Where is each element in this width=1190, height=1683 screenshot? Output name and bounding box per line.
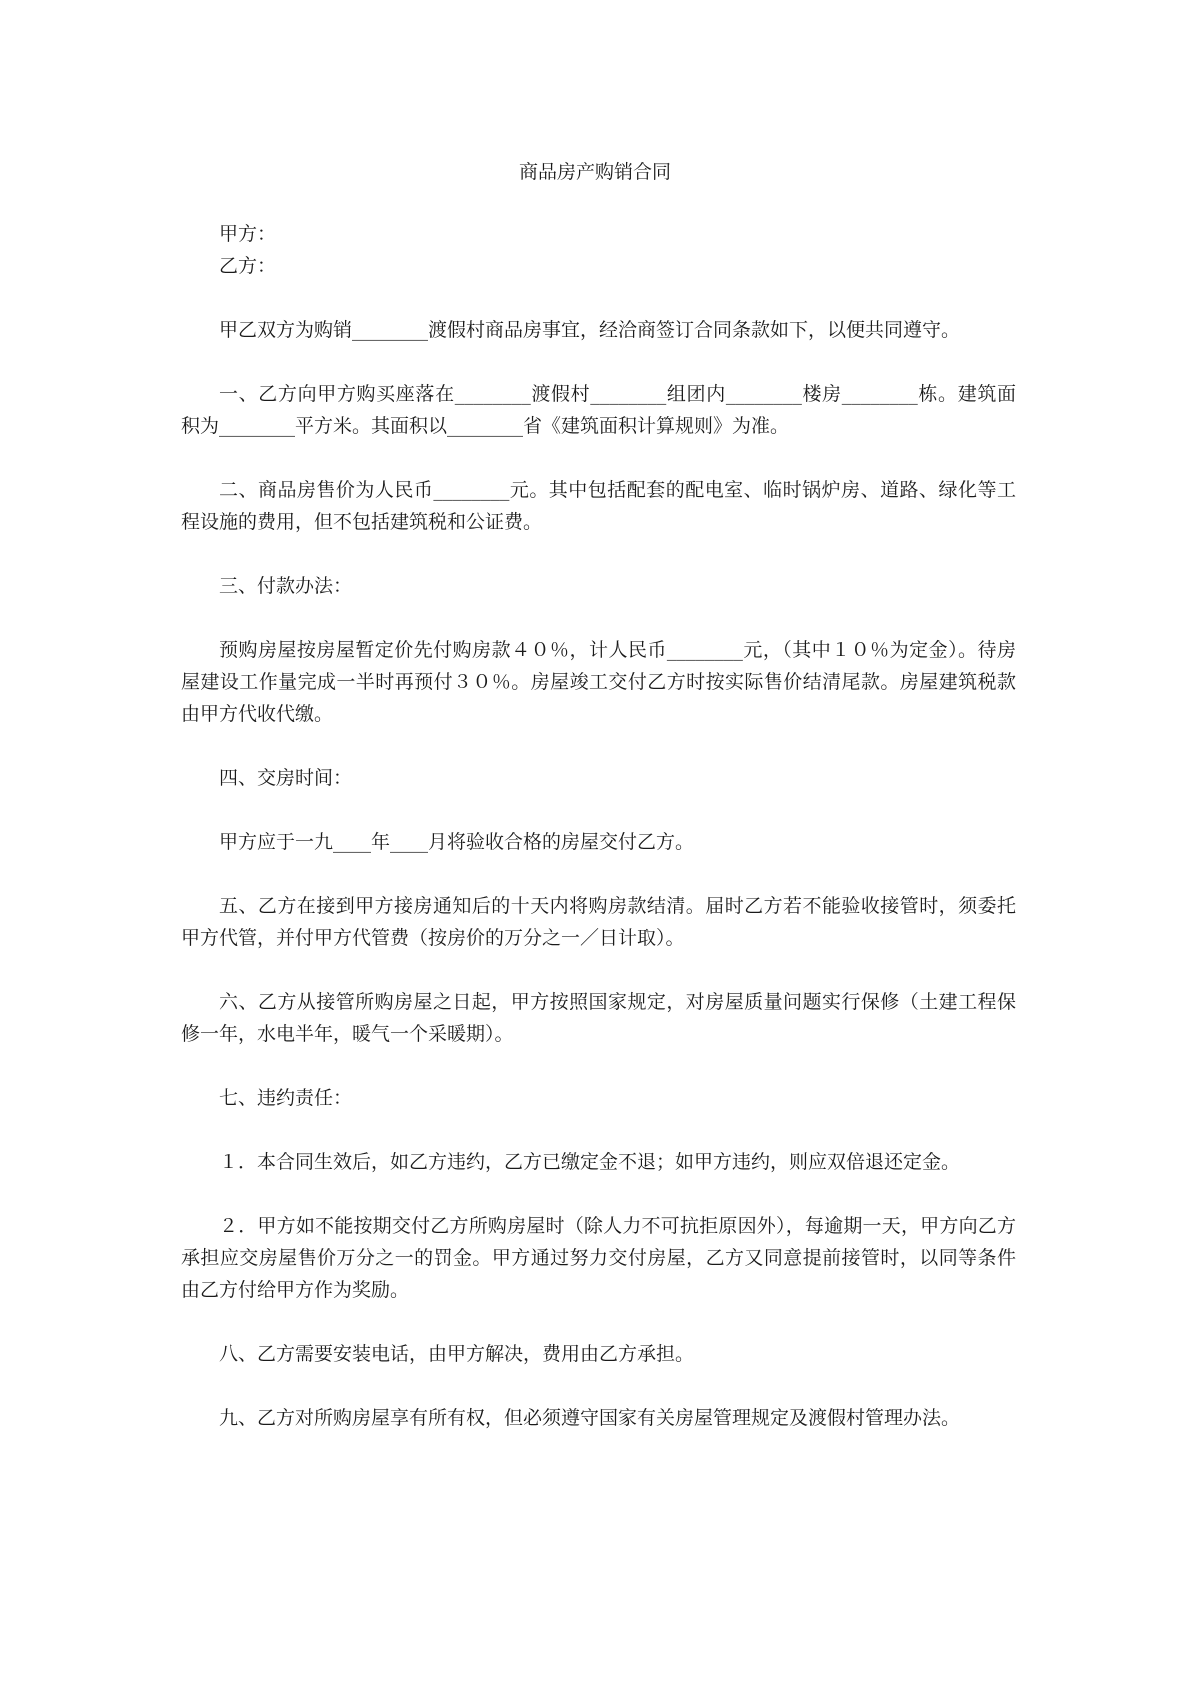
document-body	[181, 218, 1016, 1434]
paragraph-clause-9: 九、乙方对所购房屋享有所有权，但必须遵守国家有关房屋管理规定及渡假村管理办法。	[219, 1407, 961, 1429]
paragraph-preamble: 甲乙双方为购销________渡假村商品房事宜，经洽商签订合同条款如下，以便共同遵守。	[219, 319, 961, 341]
paragraph-payment-terms: 预购房屋按房屋暂定价先付购房款４０％，计人民币________元，（其中１０％为定金）。待房屋建设工作量完成一半时再预付３０％。房屋竣工交付乙方时按实际售价结清尾款。房屋建筑税款由甲方代收代缴。	[181, 639, 1016, 725]
paragraph-clause-2: 二、商品房售价为人民币________元。其中包括配套的配电室、临时锅炉房、道路、绿化等工程设施的费用，但不包括建筑税和公证费。	[181, 479, 1016, 533]
party-a-label: 甲方：	[219, 223, 277, 245]
document-title: 商品房产购销合同	[518, 161, 671, 183]
paragraph-breach-2: ２．甲方如不能按期交付乙方所购房屋时（除人力不可抗拒原因外），每逾期一天，甲方向乙方承担应交房屋售价万分之一的罚金。甲方通过努力交付房屋，乙方又同意提前接管时，以同等条件由乙方付给甲方作为奖励。	[181, 1215, 1016, 1301]
paragraph-clause-6: 六、乙方从接管所购房屋之日起，甲方按照国家规定，对房屋质量问题实行保修（土建工程保修一年，水电半年，暖气一个采暖期）。	[181, 991, 1016, 1045]
paragraph-clause-1: 一、乙方向甲方购买座落在________渡假村________组团内________楼房________栋。建筑面积为________平方米。其面积以________省《建筑面积计算规则》为准。	[181, 383, 1016, 437]
paragraph-clause-8: 八、乙方需要安装电话，由甲方解决，费用由乙方承担。	[219, 1343, 695, 1365]
paragraph-breach-1: １．本合同生效后，如乙方违约，乙方已缴定金不退；如甲方违约，则应双倍退还定金。	[219, 1151, 961, 1173]
paragraph-clause-4-heading: 四、交房时间：	[219, 767, 353, 789]
paragraph-clause-5: 五、乙方在接到甲方接房通知后的十天内将购房款结清。届时乙方若不能验收接管时，须委托甲方代管，并付甲方代管费（按房价的万分之一／日计取）。	[181, 895, 1016, 949]
paragraph-clause-3-heading: 三、付款办法：	[219, 575, 353, 597]
paragraph-clause-7-heading: 七、违约责任：	[219, 1087, 353, 1109]
party-b-label: 乙方：	[219, 255, 277, 277]
paragraph-delivery-time: 甲方应于一九____年____月将验收合格的房屋交付乙方。	[219, 831, 695, 853]
